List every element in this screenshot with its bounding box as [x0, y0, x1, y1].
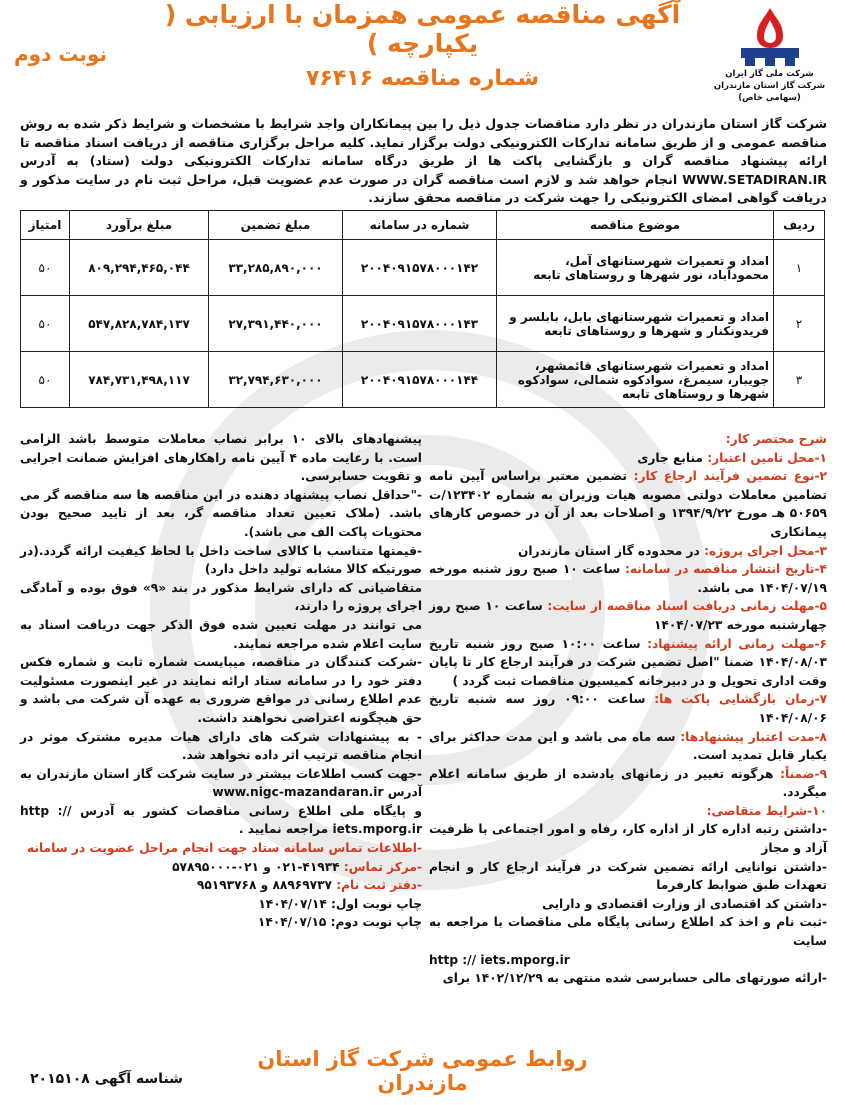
row-number: ۲۰۰۴۰۹۱۵۷۸۰۰۰۱۴۳	[343, 296, 497, 352]
row-estimate: ۵۴۷,۸۲۸,۷۸۴,۱۳۷	[70, 296, 209, 352]
table-row	[21, 296, 825, 352]
note-5: می توانند در مهلت تعیین شده فوق الذکر جهت دریافت اسناد به سایت اعلام شده مراجعه نمایند.	[20, 617, 422, 651]
item-3-label: ۳-محل اجرای پروژه:	[704, 543, 827, 558]
item-7	[429, 690, 827, 727]
row-score: ۵۰	[21, 240, 70, 296]
row-subject: امداد و تعمیرات شهرستانهای آمل، محمودآباد، نور شهرها و روستاهای تابعه	[497, 240, 774, 296]
contact-center	[20, 858, 422, 877]
print-date-first: چاپ نوبت اول: ۱۴۰۴/۰۷/۱۴	[258, 896, 422, 911]
row-guarantee: ۲۷,۳۹۱,۴۴۰,۰۰۰	[209, 296, 343, 352]
note-1: پیشنهادهای بالای ۱۰ برابر نصاب معاملات متوسط باشد الزامی است. با رعایت ماده ۴ آیین نامه راهکارهای افزایش ضمانت اجرایی و تقویت حسابرسی.	[20, 432, 423, 484]
logo-line-1: شرکت ملی گاز ایران	[725, 69, 814, 79]
col-header-estimate: مبلغ برآورد	[70, 211, 209, 240]
row-guarantee: ۳۲,۷۹۴,۶۳۰,۰۰۰	[209, 352, 343, 408]
col-header-score: امتیاز	[21, 211, 70, 240]
note-2: -"حداقل نصاب پیشنهاد دهنده در این مناقصه ها سه مناقصه گر می باشد. (ملاک تعیین تعداد مناقصه گر، بعد از تایید صحیح بودن محتویات پاکت الف می باشد).	[20, 487, 422, 539]
row-index: ۳	[774, 352, 825, 408]
footer-organization: روابط عمومی شرکت گاز استان مازندران	[257, 1047, 588, 1095]
item-9-text: هرگونه تغییر در زمانهای یادشده از طریق سامانه اعلام میگردد.	[429, 766, 827, 800]
note-3: -قیمتها متناسب با کالای ساخت داخل با لحاظ کیفیت ارائه گردد.(در صورتیکه کالا مشابه تولید داخل دارد)	[20, 543, 422, 577]
col-header-number: شماره در سامانه	[343, 211, 497, 240]
note-4: متقاضیانی که دارای شرایط مذکور در بند «۹» فوق بوده و آمادگی اجرای پروژه را دارند،	[20, 580, 423, 614]
logo-line-2: شرکت گاز استان مازندران	[713, 81, 826, 91]
note-6: -شرکت کنندگان در مناقصه، میبایست شماره ثابت و شماره فکس دفتر خود را در سامانه ستاد ارائه نمایند در غیر اینصورت مسئولیت عدم اطلاع رسانی در مواقع ضروری به عهده آن شرکت می باشد و حق هیچگونه اعتراضی نخواهند داشت.	[20, 655, 422, 725]
col-header-guarantee: مبلغ تضمین	[209, 211, 343, 240]
item-2-label: ۲-نوع تضمین فرآیند ارجاع کار:	[633, 469, 827, 484]
item-8-label: ۸-مدت اعتبار پیشنهادها:	[680, 729, 827, 744]
gas-company-emblem-icon	[735, 6, 805, 68]
item-1-text: منابع جاری	[637, 450, 703, 465]
item-1	[429, 449, 827, 468]
item-7-label: ۷-زمان بازگشایی پاکت ها:	[654, 692, 828, 707]
work-description-column	[429, 430, 827, 988]
row-subject: امداد و تعمیرات شهرستانهای بابل، بابلسر و فریدونکنار و شهرها و روستاهای تابعه	[497, 296, 774, 352]
note-9: و پایگاه ملی اطلاع رسانی مناقصات کشور به آدرس http :// iets.mporg.ir مراجعه نمایید .	[20, 803, 422, 837]
contact-heading: -اطلاعات تماس سامانه ستاد جهت انجام مراحل عضویت در سامانه	[26, 841, 422, 856]
intro-paragraph: شرکت گاز استان مازندران در نظر دارد مناقصات جدول ذیل را بین پیمانکاران واجد شرایط با مشخصات و شرایط ذکر شده به روش مناقصه عمومی و از طریق سامانه تدارکات الکترونیکی دولت برگزار نماید. کلیه مراحل برگزاری مناقصه از دریافت اسناد مناقصه تا ارائه پیشنهاد مناقصه گران و بازگشایی پاکت ها از طریق درگاه سامانه تدارکات الکترونیکی دولت (ستاد) به آدرس WWW.SETADIRAN.IR انجام خواهد شد و لازم است مناقصه گران در صورت عدم عضویت قبل، مراحل ثبت نام در سایت مذکور و دریافت گواهی امضای الکترونیکی را جهت شرکت در مناقصه محقق سازند.	[20, 116, 827, 205]
note-8: -جهت کسب اطلاعات بیشتر در سایت شرکت گاز استان مازندران به آدرس www.nigc-mazandaran.ir	[20, 766, 422, 800]
registration-office	[20, 876, 422, 895]
section-heading: شرح مختصر کار:	[725, 432, 827, 446]
condition-1: -داشتن رتبه اداره کار از اداره کار، رفاه و امور اجتماعی با ظرفیت آزاد و مجاز	[429, 822, 827, 856]
item-7-text: ساعت ۰۹:۰۰ روز سه شنبه تاریخ ۱۴۰۴/۰۸/۰۶	[429, 692, 827, 725]
notes-column	[20, 430, 422, 932]
registration-office-label: -دفتر ثبت نام:	[336, 878, 422, 893]
table-row	[21, 240, 825, 296]
tender-number: شماره مناقصه ۷۶۴۱۶	[305, 66, 540, 91]
round-label: نوبت دوم	[14, 42, 108, 66]
row-index: ۱	[774, 240, 825, 296]
condition-4: -ثبت نام و اخذ کد اطلاع رسانی پایگاه ملی مناقصات با مراجعه به سایت	[429, 915, 827, 949]
row-score: ۵۰	[21, 352, 70, 408]
row-estimate: ۷۸۴,۷۳۱,۴۹۸,۱۱۷	[70, 352, 209, 408]
condition-5: -ارائه صورتهای مالی حسابرسی شده منتهی به ۱۴۰۲/۱۲/۲۹ برای	[442, 971, 827, 986]
row-guarantee: ۳۳,۲۸۵,۸۹۰,۰۰۰	[209, 240, 343, 296]
item-3	[429, 542, 827, 561]
item-8	[429, 728, 827, 765]
logo-line-3: (سهامی خاص)	[738, 93, 801, 103]
item-8-text: سه ماه می باشد و این مدت حداکثر برای یکبار قابل تمدید است.	[429, 729, 827, 763]
company-logo	[712, 6, 827, 116]
col-header-row: ردیف	[774, 211, 825, 240]
tender-table	[20, 210, 825, 408]
row-number: ۲۰۰۴۰۹۱۵۷۸۰۰۰۱۴۴	[343, 352, 497, 408]
item-2	[429, 467, 827, 541]
row-score: ۵۰	[21, 296, 70, 352]
item-5-label: ۵-مهلت زمانی دریافت اسناد مناقصه از سایت:	[547, 599, 827, 614]
col-header-subject: موضوع مناقصه	[497, 211, 774, 240]
item-4-label: ۴-تاریخ انتشار مناقصه در سامانه:	[624, 562, 827, 577]
condition-3: -داشتن کد اقتصادی از وزارت اقتصادی و دارایی	[542, 896, 827, 911]
item-1-label: ۱-محل تامین اعتبار:	[707, 450, 827, 465]
iets-link[interactable]: http :// iets.mporg.ir	[429, 952, 570, 967]
item-6-label: ۶-مهلت زمانی ارائه پیشنهاد:	[647, 636, 827, 651]
row-number: ۲۰۰۴۰۹۱۵۷۸۰۰۰۱۴۲	[343, 240, 497, 296]
item-6-text: ساعت ۱۰:۰۰ صبح روز شنبه تاریخ ۱۴۰۴/۰۸/۰۳ ضمنا "اصل تضمین شرکت در فرآیند ارجاع کار تا پایان وقت اداری تحویل و در دبیرخانه کمیسیون مناقصات ثبت گردد )	[429, 636, 827, 688]
item-9	[429, 765, 827, 802]
page-title: آگهی مناقصه عمومی همزمان با ارزیابی ( یکپارچه )	[164, 0, 681, 58]
print-date-second: چاپ نوبت دوم: ۱۴۰۴/۰۷/۱۵	[257, 915, 422, 930]
item-4-text: ساعت ۱۰ صبح روز شنبه مورخه ۱۴۰۴/۰۷/۱۹ می باشد.	[429, 562, 827, 595]
contact-center-numbers: ۴۱۹۳۴-۰۲۱ و ۰۲۱-۵۷۸۹۵۰۰۰	[172, 859, 340, 874]
contact-center-label: -مرکز تماس:	[343, 859, 422, 874]
registration-office-numbers: ۸۸۹۶۹۷۳۷ و ۹۵۱۹۳۷۶۸	[196, 878, 332, 893]
item-5	[429, 597, 827, 634]
item-4	[429, 560, 827, 597]
row-subject: امداد و تعمیرات شهرستانهای قائمشهر، جویبار، سیمرغ، سوادکوه شمالی، سوادکوه شهرها و روستاهای تابعه	[497, 352, 774, 408]
ad-identifier: شناسه آگهی ۲۰۱۵۱۰۸	[30, 1071, 183, 1087]
table-row	[21, 352, 825, 408]
item-5-text: ساعت ۱۰ صبح روز چهارشنبه مورخه ۱۴۰۴/۰۷/۲۳	[429, 599, 827, 632]
item-9-label: ۹-ضمناً:	[780, 766, 828, 781]
note-7: - به پیشنهادات شرکت های دارای هیات مدیره مشترک موثر در انجام مناقصه ترتیب اثر داده نخواهد شد.	[20, 729, 422, 763]
item-2-text: تضمین معتبر براساس آیین نامه تضامین معاملات دولتی مصوبه هیات وزیران به شماره ۱۲۳۴۰۲/ت ۵۰۶۵۹ هـ مورخ ۱۳۹۴/۹/۲۲ و اصلاحات بعد از آن در خصوص کارهای پیمانکاری	[429, 469, 827, 539]
item-6	[429, 635, 827, 691]
row-estimate: ۸۰۹,۲۹۴,۴۶۵,۰۴۴	[70, 240, 209, 296]
item-10-label: ۱۰-شرایط متقاضی:	[706, 803, 827, 818]
item-3-text: در محدوده گاز استان مازندران	[518, 543, 700, 558]
condition-2: -داشتن توانایی ارائه تضمین شرکت در فرآیند ارجاع کار و انجام تعهدات طبق ضوابط کارفرما	[429, 859, 827, 893]
row-index: ۲	[774, 296, 825, 352]
